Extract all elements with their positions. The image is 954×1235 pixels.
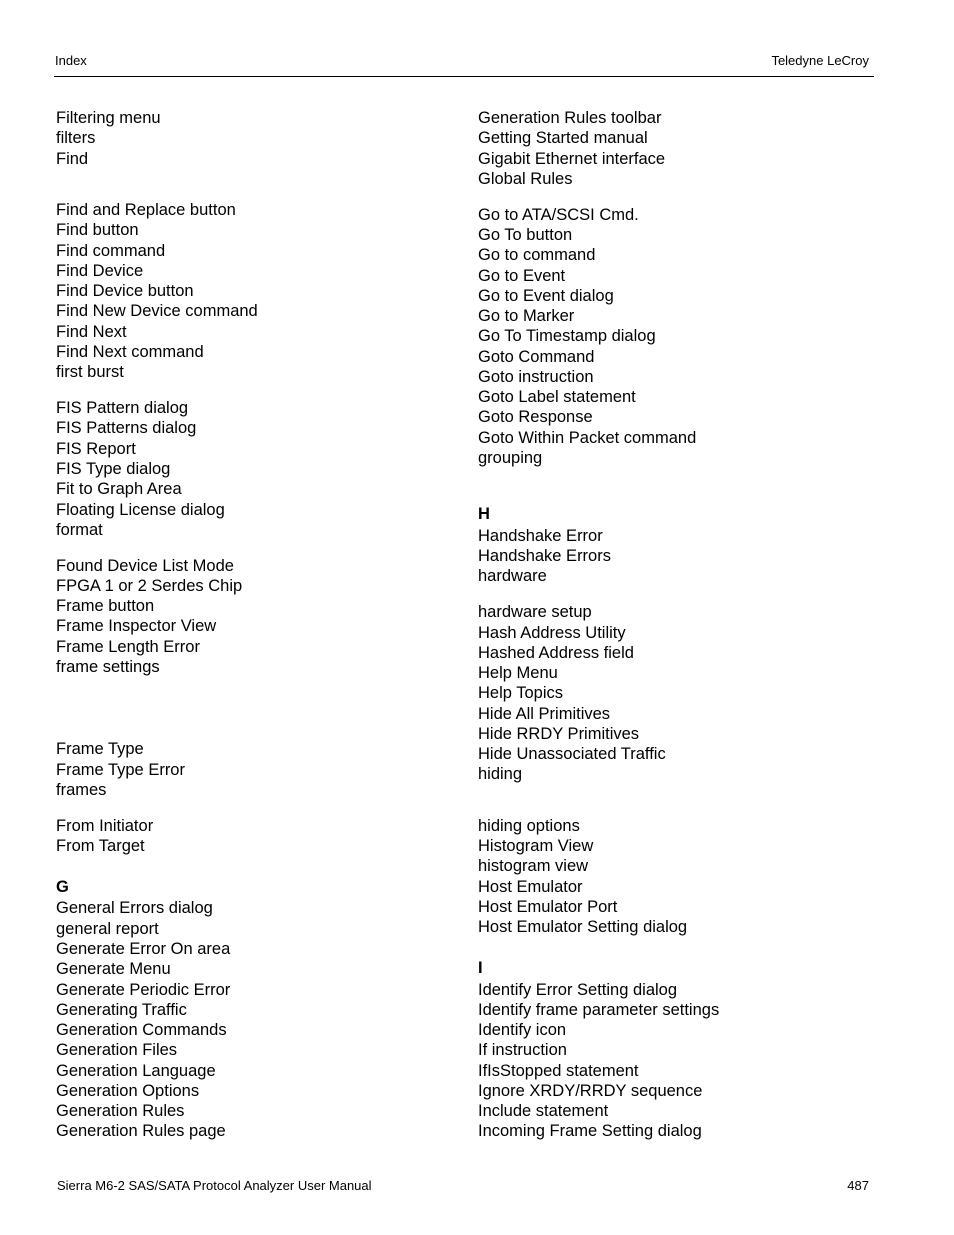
index-letter-heading: I [478, 959, 483, 977]
index-entry: Find Device button [56, 282, 194, 300]
index-entry: grouping [478, 449, 543, 467]
index-entry: Find Device [56, 262, 144, 280]
index-letter-heading: H [478, 505, 490, 523]
index-entry: General Errors dialog [56, 899, 213, 917]
index-entry: Find and Replace button [56, 201, 236, 219]
index-entry: hiding options [478, 817, 580, 835]
index-entry: Frame Type [56, 740, 144, 758]
index-entry: Find New Device command [56, 302, 258, 320]
index-entry: FPGA 1 or 2 Serdes Chip [56, 577, 243, 595]
page-number: 487 [847, 1178, 869, 1193]
index-entry: Go To Timestamp dialog [478, 327, 656, 345]
index-entry: If instruction [478, 1041, 567, 1059]
index-entry: Hash Address Utility [478, 624, 626, 642]
index-entry: Find Next command [56, 343, 204, 361]
index-entry: Generation Files [56, 1041, 178, 1059]
index-entry: IfIsStopped statement [478, 1062, 639, 1080]
index-entry: Find command [56, 242, 166, 260]
index-entry: FIS Pattern dialog [56, 399, 189, 417]
index-entry: Generation Rules toolbar [478, 109, 662, 127]
index-entry: Gigabit Ethernet interface [478, 150, 666, 168]
index-entry: Getting Started manual [478, 129, 648, 147]
index-entry: Generate Error On area [56, 940, 231, 958]
index-entry: Find [56, 150, 89, 168]
index-entry: Host Emulator Port [478, 898, 618, 916]
index-entry: Hashed Address field [478, 644, 634, 662]
index-entry: Fit to Graph Area [56, 480, 182, 498]
index-entry: Hide Unassociated Traffic [478, 745, 666, 763]
index-entry: filters [56, 129, 96, 147]
index-entry: Go To button [478, 226, 573, 244]
index-entry: Go to Marker [478, 307, 575, 325]
index-entry: Identify Error Setting dialog [478, 981, 678, 999]
index-entry: Go to Event dialog [478, 287, 614, 305]
header-brand: Teledyne LeCroy [771, 53, 869, 68]
index-entry: From Target [56, 837, 145, 855]
index-entry: Go to Event [478, 267, 566, 285]
index-entry: Hide All Primitives [478, 705, 611, 723]
index-entry: Host Emulator Setting dialog [478, 918, 688, 936]
index-entry: first burst [56, 363, 124, 381]
index-entry: Generation Rules [56, 1102, 185, 1120]
index-entry: Go to command [478, 246, 596, 264]
index-entry: Help Topics [478, 684, 563, 702]
index-entry: Generate Periodic Error [56, 981, 231, 999]
index-entry: hardware setup [478, 603, 592, 621]
index-entry: Help Menu [478, 664, 558, 682]
index-entry: Handshake Errors [478, 547, 611, 565]
index-entry: Goto instruction [478, 368, 594, 386]
index-entry: Frame Inspector View [56, 617, 217, 635]
index-entry: Go to ATA/SCSI Cmd. [478, 206, 639, 224]
index-entry: Generation Commands [56, 1021, 227, 1039]
index-entry: frames [56, 781, 107, 799]
index-entry: Generation Rules page [56, 1122, 226, 1140]
index-entry: FIS Report [56, 440, 136, 458]
index-entry: hiding [478, 765, 523, 783]
index-entry: Floating License dialog [56, 501, 225, 519]
header-section-title: Index [55, 53, 87, 68]
index-entry: From Initiator [56, 817, 154, 835]
index-entry: Frame Length Error [56, 638, 200, 656]
index-entry: Filtering menu [56, 109, 161, 127]
index-entry: Find button [56, 221, 139, 239]
index-entry: Histogram View [478, 837, 594, 855]
index-entry: histogram view [478, 857, 589, 875]
index-entry: Hide RRDY Primitives [478, 725, 640, 743]
index-entry: Include statement [478, 1102, 609, 1120]
index-entry: Identify frame parameter settings [478, 1001, 720, 1019]
index-entry: Generate Menu [56, 960, 171, 978]
index-entry: Goto Label statement [478, 388, 636, 406]
index-entry: Ignore XRDY/RRDY sequence [478, 1082, 703, 1100]
index-entry: general report [56, 920, 159, 938]
index-entry: Goto Response [478, 408, 593, 426]
index-entry: Global Rules [478, 170, 573, 188]
index-letter-heading: G [56, 878, 69, 896]
index-entry: Generating Traffic [56, 1001, 187, 1019]
index-entry: Frame Type Error [56, 761, 185, 779]
index-entry: Find Next [56, 323, 127, 341]
index-entry: Incoming Frame Setting dialog [478, 1122, 702, 1140]
header-divider [54, 76, 874, 77]
index-entry: FIS Type dialog [56, 460, 171, 478]
index-entry: Frame button [56, 597, 155, 615]
index-entry: hardware [478, 567, 547, 585]
index-entry: Goto Command [478, 348, 595, 366]
index-entry: format [56, 521, 103, 539]
index-entry: frame settings [56, 658, 160, 676]
index-entry: Generation Options [56, 1082, 200, 1100]
index-entry: Handshake Error [478, 527, 603, 545]
index-entry: FIS Patterns dialog [56, 419, 197, 437]
footer-manual-title: Sierra M6-2 SAS/SATA Protocol Analyzer User Manual [57, 1178, 372, 1193]
index-entry: Identify icon [478, 1021, 567, 1039]
index-entry: Generation Language [56, 1062, 216, 1080]
index-entry: Found Device List Mode [56, 557, 234, 575]
index-entry: Host Emulator [478, 878, 583, 896]
index-entry: Goto Within Packet command [478, 429, 697, 447]
